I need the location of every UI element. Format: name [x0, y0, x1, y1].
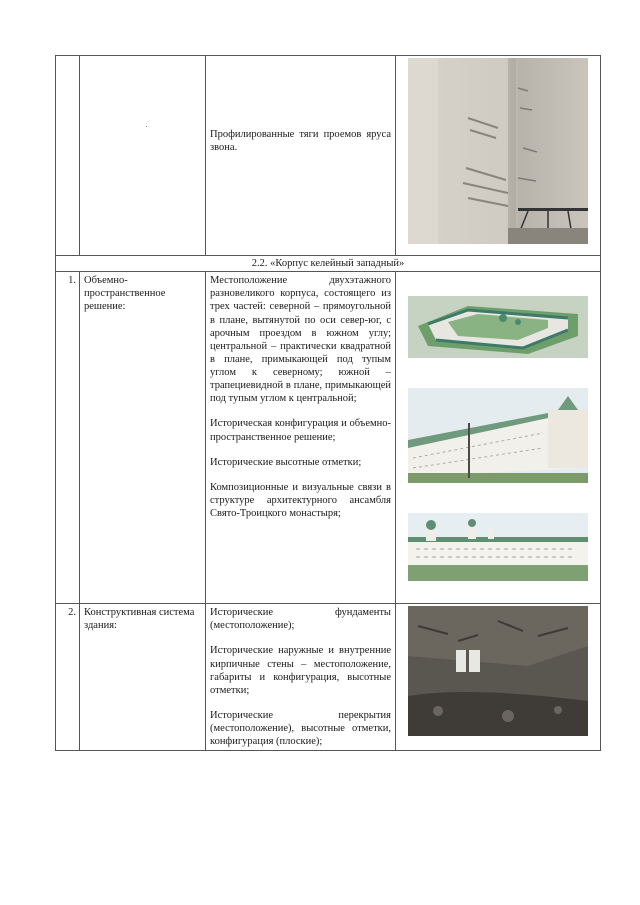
feature-paragraph: Исторические наружные и внутренние кирпичные стены – местоположение, габариты и конфигурация, высотные отметки; — [210, 645, 391, 696]
interior-masonry-photo — [408, 606, 588, 736]
photo-cell — [396, 56, 601, 256]
table-row — [56, 604, 601, 751]
row-name: Объемно-пространственное решение: — [80, 272, 206, 604]
protected-features-table — [55, 55, 601, 751]
feature-paragraph: Историческая конфигурация и объемно-пространственное решение; — [210, 418, 391, 443]
feature-paragraph: Исторические высотные отметки; — [210, 456, 362, 468]
number-cell — [56, 56, 80, 256]
table-row — [56, 272, 601, 604]
aerial-model-photo — [408, 296, 588, 358]
row-features — [206, 604, 396, 751]
feature-text: Профилированные тяги проемов яруса звона. — [210, 129, 391, 154]
feature-paragraph: Местоположение двухэтажного разновеликого корпуса, состоящего из трех частей: северной – прямоугольной в плане, вытянутой по оси север-юг, с арочным проездом в южном углу; центральной – практически квадратной в плане, примыкающей под тупым углом к северному; южной – трапециевидной в плане, примыкающей под тупым углом к центральной; — [210, 275, 391, 405]
row-name: Конструктивная система здания: — [80, 604, 206, 751]
feature-paragraph: Исторические перекрытия (местоположение), высотные отметки, конфигурация (плоские); — [210, 709, 391, 748]
feature-cell — [206, 56, 396, 256]
name-cell — [80, 56, 206, 256]
bell-tier-wall-photo — [408, 58, 588, 244]
table-row — [56, 56, 601, 256]
feature-paragraph: Композиционные и визуальные связи в структуре архитектурного ансамбля Свято-Троицкого монастыря; — [210, 481, 391, 519]
section-row — [56, 256, 601, 272]
row-number: 1. — [56, 272, 80, 604]
ensemble-view-photo — [408, 513, 588, 581]
row-number: 2. — [56, 604, 80, 751]
section-title: 2.2. «Корпус келейный западный» — [56, 256, 601, 272]
photo-cell — [396, 604, 601, 751]
feature-paragraph: Исторические фундаменты (местоположение); — [210, 607, 391, 632]
building-facade-photo — [408, 388, 588, 483]
row-features — [206, 272, 396, 604]
photo-cell — [396, 272, 601, 604]
